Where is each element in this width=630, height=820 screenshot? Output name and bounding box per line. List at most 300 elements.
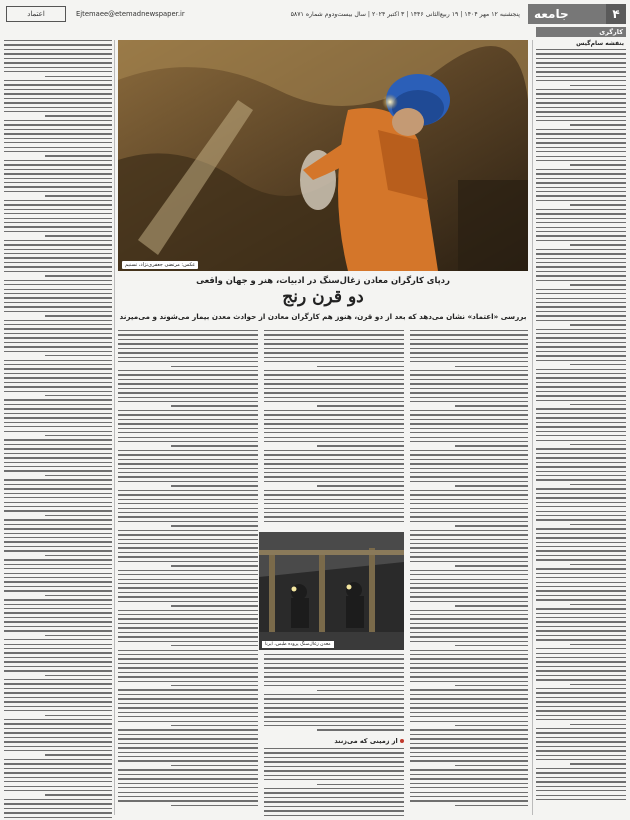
text-line <box>171 366 258 367</box>
text-line <box>4 164 112 165</box>
text-line <box>118 561 258 562</box>
text-line <box>455 485 528 486</box>
text-line <box>536 147 626 148</box>
text-line <box>4 257 112 258</box>
text-line <box>171 485 258 486</box>
text-line <box>410 516 528 517</box>
text-line <box>410 703 528 704</box>
text-line <box>264 698 404 699</box>
text-line <box>118 636 258 637</box>
text-line <box>4 222 112 223</box>
text-line <box>536 661 626 662</box>
text-line <box>264 352 404 353</box>
text-line <box>4 218 112 219</box>
text-line <box>536 342 626 343</box>
text-line <box>536 790 626 791</box>
text-line <box>4 297 112 298</box>
text-line <box>264 703 404 704</box>
text-line <box>4 351 112 352</box>
text-line <box>264 441 404 442</box>
text-line <box>118 672 258 673</box>
text-line <box>410 610 528 611</box>
article-text <box>410 330 528 820</box>
text-line <box>410 716 528 717</box>
text-line <box>4 249 112 250</box>
text-line <box>4 364 112 365</box>
text-line <box>264 788 404 789</box>
article-column <box>264 654 404 820</box>
text-line <box>4 479 112 480</box>
text-line <box>410 792 528 793</box>
text-line <box>4 399 112 400</box>
text-line <box>536 49 626 50</box>
text-line <box>118 428 258 429</box>
text-line <box>118 667 258 668</box>
text-line <box>536 626 626 627</box>
text-line <box>536 466 626 467</box>
text-line <box>118 787 258 788</box>
text-line <box>118 579 258 580</box>
text-line <box>4 138 112 139</box>
text-line <box>536 599 626 600</box>
text-line <box>455 605 528 606</box>
text-line <box>4 692 112 693</box>
text-line <box>264 792 404 793</box>
text-line <box>410 450 528 451</box>
text-line <box>536 53 626 54</box>
text-line <box>410 743 528 744</box>
text-line <box>264 761 404 762</box>
text-line <box>536 240 626 241</box>
text-line <box>45 355 112 356</box>
text-line <box>4 706 112 707</box>
text-line <box>118 729 258 730</box>
text-line <box>536 741 626 742</box>
text-line <box>4 723 112 724</box>
text-line <box>264 463 404 464</box>
text-line <box>536 142 626 143</box>
header-date: پنجشنبه ۱۲ مهر ۱۴۰۴ | ۱۹ ربیع‌الثانی ۱۴۴۶ | ۳ اکتبر ۲۰۲۴ | سال بیست‌ودوم شماره ۵۸۷۱ <box>290 10 520 18</box>
text-line <box>410 570 528 571</box>
text-line <box>536 262 626 263</box>
text-line <box>536 373 626 374</box>
text-line <box>4 151 112 152</box>
text-line <box>570 364 626 365</box>
text-line <box>118 343 258 344</box>
text-line <box>45 635 112 636</box>
text-line <box>536 697 626 698</box>
text-line <box>536 315 626 316</box>
text-line <box>118 361 258 362</box>
text-line <box>536 533 626 534</box>
text-line <box>536 249 626 250</box>
text-line <box>4 519 112 520</box>
text-line <box>264 437 404 438</box>
text-line <box>570 524 626 525</box>
text-line <box>264 766 404 767</box>
text-line <box>455 405 528 406</box>
text-line <box>264 490 404 491</box>
text-line <box>4 324 112 325</box>
text-line <box>410 330 528 331</box>
timeline-text <box>4 40 112 820</box>
text-line <box>45 675 112 676</box>
text-line <box>264 716 404 717</box>
text-line <box>410 552 528 553</box>
text-line <box>570 85 626 86</box>
text-line <box>264 712 404 713</box>
text-line <box>410 747 528 748</box>
text-line <box>536 346 626 347</box>
text-line <box>455 565 528 566</box>
text-line <box>410 752 528 753</box>
text-line <box>118 641 258 642</box>
text-line <box>4 204 112 205</box>
text-line <box>4 550 112 551</box>
text-line <box>536 462 626 463</box>
text-line <box>410 689 528 690</box>
text-line <box>570 324 626 325</box>
text-line <box>118 437 258 438</box>
text-line <box>4 58 112 59</box>
text-line <box>45 515 112 516</box>
text-line <box>536 777 626 778</box>
text-line <box>4 173 112 174</box>
text-line <box>4 80 112 81</box>
text-line <box>410 432 528 433</box>
text-line <box>264 775 404 776</box>
text-line <box>536 213 626 214</box>
text-line <box>410 454 528 455</box>
text-line <box>536 515 626 516</box>
text-line <box>264 401 404 402</box>
text-line <box>410 707 528 708</box>
text-line <box>317 729 404 730</box>
text-line <box>118 410 258 411</box>
text-line <box>118 796 258 797</box>
text-line <box>118 596 258 597</box>
text-line <box>410 618 528 619</box>
text-line <box>4 803 112 804</box>
text-line <box>410 627 528 628</box>
text-line <box>4 732 112 733</box>
text-line <box>410 623 528 624</box>
text-line <box>410 729 528 730</box>
text-line <box>410 663 528 664</box>
text-line <box>118 743 258 744</box>
text-line <box>118 632 258 633</box>
article-column <box>264 330 404 528</box>
text-line <box>455 645 528 646</box>
text-line <box>410 401 528 402</box>
text-line <box>536 298 626 299</box>
text-line <box>118 681 258 682</box>
text-line <box>536 630 626 631</box>
text-line <box>410 472 528 473</box>
text-line <box>4 44 112 45</box>
text-line <box>118 534 258 535</box>
text-line <box>570 564 626 565</box>
text-line <box>118 689 258 690</box>
text-line <box>118 441 258 442</box>
text-line <box>264 499 404 500</box>
text-line <box>264 432 404 433</box>
text-line <box>264 757 404 758</box>
text-line <box>4 133 112 134</box>
text-line <box>118 388 258 389</box>
text-line <box>410 494 528 495</box>
text-line <box>171 645 258 646</box>
text-line <box>410 543 528 544</box>
text-line <box>410 370 528 371</box>
text-line <box>264 361 404 362</box>
text-line <box>4 661 112 662</box>
text-line <box>264 388 404 389</box>
text-line <box>4 639 112 640</box>
header-email[interactable]: Ejtemaee@etemadnewspaper.ir <box>76 10 185 18</box>
text-line <box>4 169 112 170</box>
text-line <box>410 636 528 637</box>
text-line <box>536 382 626 383</box>
text-line <box>536 595 626 596</box>
text-line <box>410 539 528 540</box>
text-line <box>4 612 112 613</box>
text-line <box>410 596 528 597</box>
text-line <box>4 502 112 503</box>
text-line <box>4 67 112 68</box>
text-line <box>264 681 404 682</box>
text-line <box>118 583 258 584</box>
text-line <box>118 414 258 415</box>
text-line <box>4 328 112 329</box>
text-line <box>536 755 626 756</box>
text-line <box>536 617 626 618</box>
text-line <box>4 781 112 782</box>
text-line <box>45 555 112 556</box>
text-line <box>4 448 112 449</box>
text-line <box>410 587 528 588</box>
article-subhead: از زمینی که می‌زنند <box>264 737 404 745</box>
text-line <box>118 348 258 349</box>
text-line <box>536 151 626 152</box>
text-line <box>118 450 258 451</box>
text-line <box>570 124 626 125</box>
text-line <box>4 493 112 494</box>
text-line <box>4 107 112 108</box>
text-line <box>4 124 112 125</box>
text-line <box>536 160 626 161</box>
text-line <box>118 734 258 735</box>
text-line <box>118 618 258 619</box>
text-line <box>410 463 528 464</box>
text-line <box>4 262 112 263</box>
column-divider <box>114 40 115 815</box>
text-line <box>4 311 112 312</box>
text-line <box>536 71 626 72</box>
text-line <box>536 435 626 436</box>
text-line <box>118 454 258 455</box>
text-line <box>264 374 404 375</box>
text-line <box>410 787 528 788</box>
text-line <box>4 377 112 378</box>
text-line <box>410 583 528 584</box>
text-line <box>264 370 404 371</box>
text-line <box>410 574 528 575</box>
text-line <box>4 568 112 569</box>
text-line <box>4 120 112 121</box>
text-line <box>410 419 528 420</box>
text-line <box>4 590 112 591</box>
text-line <box>536 329 626 330</box>
text-line <box>4 226 112 227</box>
text-line <box>118 769 258 770</box>
text-line <box>45 235 112 236</box>
text-line <box>4 573 112 574</box>
text-line <box>536 701 626 702</box>
text-line <box>4 244 112 245</box>
text-line <box>536 266 626 267</box>
text-line <box>171 805 258 806</box>
text-line <box>536 657 626 658</box>
text-line <box>455 805 528 806</box>
text-line <box>4 737 112 738</box>
text-line <box>118 383 258 384</box>
text-line <box>118 463 258 464</box>
text-line <box>4 759 112 760</box>
text-line <box>118 370 258 371</box>
text-line <box>4 484 112 485</box>
text-line <box>317 405 404 406</box>
text-line <box>536 231 626 232</box>
text-line <box>4 40 112 41</box>
text-line <box>118 494 258 495</box>
text-line <box>536 169 626 170</box>
text-line <box>45 275 112 276</box>
text-line <box>536 737 626 738</box>
section-label: جامعه <box>528 4 606 24</box>
text-line <box>118 792 258 793</box>
text-line <box>536 58 626 59</box>
text-line <box>118 698 258 699</box>
text-line <box>536 431 626 432</box>
text-line <box>410 476 528 477</box>
text-line <box>536 120 626 121</box>
text-line <box>536 528 626 529</box>
text-line <box>410 756 528 757</box>
text-line <box>118 556 258 557</box>
text-line <box>536 670 626 671</box>
text-line <box>410 712 528 713</box>
text-line <box>264 667 404 668</box>
text-line <box>536 182 626 183</box>
text-line <box>45 595 112 596</box>
text-line <box>118 499 258 500</box>
text-line <box>264 468 404 469</box>
text-line <box>4 710 112 711</box>
text-line <box>264 721 404 722</box>
text-line <box>536 457 626 458</box>
text-line <box>264 397 404 398</box>
article-text <box>264 330 404 528</box>
text-line <box>536 497 626 498</box>
text-line <box>4 559 112 560</box>
text-line <box>536 191 626 192</box>
text-line <box>570 164 626 165</box>
text-line <box>410 530 528 531</box>
text-line <box>171 725 258 726</box>
text-line <box>536 311 626 312</box>
text-line <box>536 546 626 547</box>
text-line <box>171 765 258 766</box>
text-line <box>118 663 258 664</box>
text-line <box>118 330 258 331</box>
text-line <box>410 579 528 580</box>
text-line <box>118 721 258 722</box>
text-line <box>4 431 112 432</box>
text-line <box>536 253 626 254</box>
text-line <box>264 481 404 482</box>
text-line <box>410 383 528 384</box>
text-line <box>536 568 626 569</box>
text-line <box>118 352 258 353</box>
text-line <box>410 769 528 770</box>
text-line <box>118 592 258 593</box>
text-line <box>455 765 528 766</box>
text-line <box>570 644 626 645</box>
text-line <box>455 525 528 526</box>
text-line <box>536 178 626 179</box>
photo-caption: عکس: مرتضی جعفری‌نژاد، تسنیم <box>122 261 198 269</box>
text-line <box>536 692 626 693</box>
text-line <box>410 734 528 735</box>
text-line <box>4 422 112 423</box>
text-line <box>4 817 112 818</box>
text-line <box>118 614 258 615</box>
text-line <box>4 626 112 627</box>
text-line <box>118 658 258 659</box>
text-line <box>536 453 626 454</box>
text-line <box>410 410 528 411</box>
text-line <box>264 707 404 708</box>
text-line <box>536 271 626 272</box>
text-line <box>4 453 112 454</box>
article-text <box>118 330 258 820</box>
text-line <box>4 741 112 742</box>
text-line <box>536 688 626 689</box>
column-divider <box>532 40 533 815</box>
text-line <box>118 397 258 398</box>
author-byline: بنفشه سام‌گیس <box>576 40 624 47</box>
timeline-column <box>4 40 112 820</box>
text-line <box>410 437 528 438</box>
text-line <box>410 508 528 509</box>
text-line <box>118 503 258 504</box>
text-line <box>4 666 112 667</box>
text-line <box>264 357 404 358</box>
text-line <box>4 608 112 609</box>
text-line <box>410 592 528 593</box>
text-line <box>410 654 528 655</box>
text-line <box>536 209 626 210</box>
text-line <box>4 537 112 538</box>
text-line <box>570 604 626 605</box>
text-line <box>264 459 404 460</box>
text-line <box>118 712 258 713</box>
text-line <box>118 650 258 651</box>
text-line <box>536 542 626 543</box>
text-line <box>4 657 112 658</box>
text-line <box>536 750 626 751</box>
